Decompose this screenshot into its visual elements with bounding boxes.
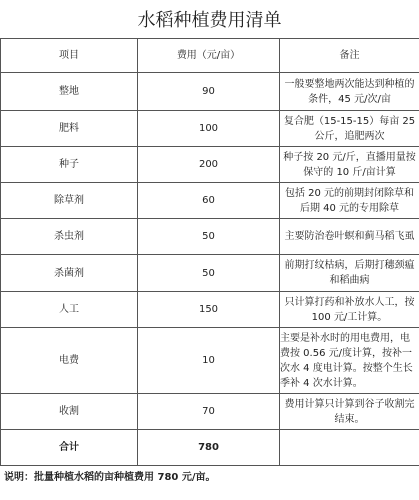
- header-fee: 费用（元/亩）: [138, 39, 280, 73]
- table-row: [1, 73, 419, 111]
- row-fee: 60: [138, 183, 280, 219]
- header-row: [1, 39, 419, 73]
- row-item: 整地: [1, 73, 138, 111]
- header-note: 备注: [280, 39, 419, 73]
- row-fee: 10: [138, 328, 280, 394]
- table-row: [1, 183, 419, 219]
- row-item: 收割: [1, 394, 138, 430]
- row-fee: 50: [138, 219, 280, 255]
- row-item: 种子: [1, 147, 138, 183]
- table-row: [1, 219, 419, 255]
- table-row: [1, 147, 419, 183]
- row-note: 复合肥（15-15-15）每亩 25 公斤，追肥两次: [280, 111, 419, 147]
- row-note: 主要是补水时的用电费用，电费按 0.56 元/度计算，按补一次水 4 度电计算。按整个生长季补 4 次水计算。: [280, 328, 419, 394]
- row-note: 费用计算只计算到谷子收割完结束。: [280, 394, 419, 430]
- row-fee: 50: [138, 255, 280, 292]
- row-item: 杀虫剂: [1, 219, 138, 255]
- total-row: [1, 430, 419, 466]
- row-item: 除草剂: [1, 183, 138, 219]
- footnote: 说明：批量种植水稻的亩种植费用 780 元/亩。: [4, 472, 216, 483]
- total-label: 合计: [1, 430, 138, 466]
- row-item: 肥料: [1, 111, 138, 147]
- row-note: 种子按 20 元/斤，直播用量按保守的 10 斤/亩计算: [280, 147, 419, 183]
- table-row: [1, 255, 419, 292]
- table-row: [1, 328, 419, 394]
- table-row: [1, 292, 419, 328]
- row-note: 包括 20 元的前期封闭除草和后期 40 元的专用除草: [280, 183, 419, 219]
- row-note: 主要防治卷叶螟和蓟马稻飞虱: [280, 219, 419, 255]
- sheet-title: 水稻种植费用清单: [0, 0, 419, 39]
- row-fee: 100: [138, 111, 280, 147]
- total-note: [280, 430, 419, 466]
- row-fee: 90: [138, 73, 280, 111]
- row-note: 只计算打药和补放水人工，按 100 元/工计算。: [280, 292, 419, 328]
- row-fee: 70: [138, 394, 280, 430]
- row-note: 一般要整地两次能达到种植的条件，45 元/次/亩: [280, 73, 419, 111]
- row-item: 杀菌剂: [1, 255, 138, 292]
- row-note: 前期打纹枯病，后期打穗颈瘟和稻曲病: [280, 255, 419, 292]
- row-item: 电费: [1, 328, 138, 394]
- row-item: 人工: [1, 292, 138, 328]
- table-row: [1, 394, 419, 430]
- row-fee: 200: [138, 147, 280, 183]
- header-item: 项目: [1, 39, 138, 73]
- row-fee: 150: [138, 292, 280, 328]
- fee-table: [0, 38, 419, 466]
- table-row: [1, 111, 419, 147]
- total-fee: 780: [138, 430, 280, 466]
